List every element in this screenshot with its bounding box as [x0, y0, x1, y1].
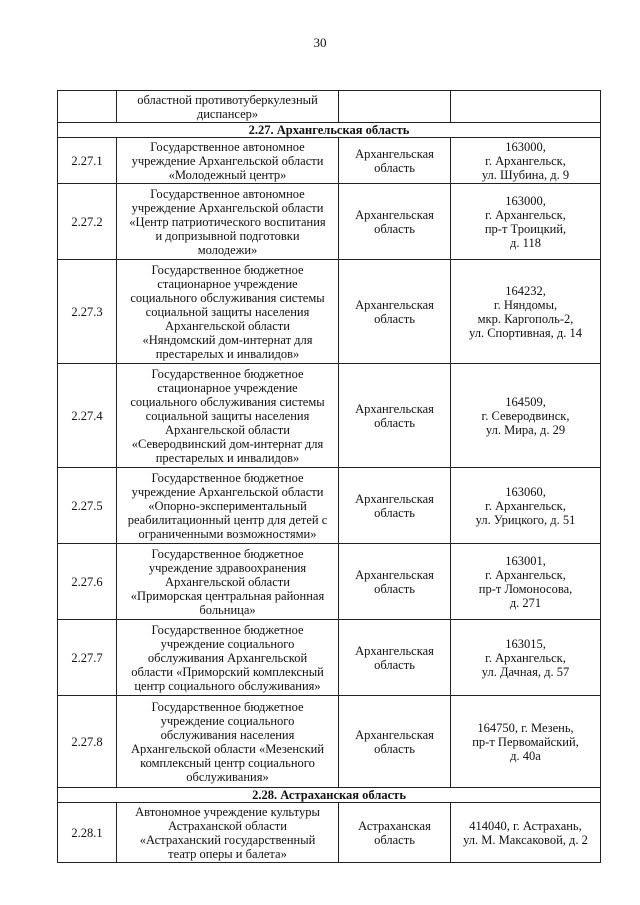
cell-address: 163000, г. Архангельск, пр-т Троицкий, д. 118: [451, 184, 601, 260]
cell-address: 163001, г. Архангельск, пр-т Ломоносова, д. 271: [451, 544, 601, 620]
cell-region: [339, 91, 451, 123]
cell-institution-name: Государственное бюджетное учреждение Архангельской области «Опорно-экспериментальный реабилитационный центр для детей с ограниченными возможностями»: [117, 468, 339, 544]
cell-region: Архангельская область: [339, 696, 451, 788]
table-row: [58, 184, 601, 260]
table-row: [58, 696, 601, 788]
cell-institution-name: Автономное учреждение культуры Астраханской области «Астраханский государственный театр оперы и балета»: [117, 803, 339, 863]
page-number: 30: [313, 35, 327, 50]
cell-number: 2.27.8: [58, 696, 117, 788]
cell-institution-name: областной противотуберкулезный диспансер»: [117, 91, 339, 123]
cell-number: 2.28.1: [58, 803, 117, 863]
cell-address: 164232, г. Няндомы, мкр. Каргополь-2, ул. Спортивная, д. 14: [451, 260, 601, 364]
cell-institution-name: Государственное автономное учреждение Архангельской области «Молодежный центр»: [117, 138, 339, 184]
cell-number: 2.27.1: [58, 138, 117, 184]
cell-institution-name: Государственное бюджетное учреждение социального обслуживания населения Архангельской области «Мезенский комплексный центр социального обслуживания»: [117, 696, 339, 788]
cell-region: Архангельская область: [339, 364, 451, 468]
cell-number: 2.27.4: [58, 364, 117, 468]
cell-region: Архангельская область: [339, 468, 451, 544]
cell-address: [451, 91, 601, 123]
cell-region: Архангельская область: [339, 260, 451, 364]
cell-institution-name: Государственное бюджетное учреждение социального обслуживания Архангельской области «Приморский комплексный центр социального обслуживания»: [117, 620, 339, 696]
cell-region: Архангельская область: [339, 138, 451, 184]
table-row: [58, 468, 601, 544]
cell-region: Архангельская область: [339, 544, 451, 620]
table-row: [58, 803, 601, 863]
cell-region: Астраханская область: [339, 803, 451, 863]
cell-number: 2.27.2: [58, 184, 117, 260]
cell-region: Архангельская область: [339, 184, 451, 260]
table-row: [58, 138, 601, 184]
institutions-table: [57, 90, 601, 863]
table-row-continuation: [58, 91, 601, 123]
table-row: [58, 620, 601, 696]
cell-institution-name: Государственное бюджетное учреждение здравоохранения Архангельской области «Приморская центральная районная больница»: [117, 544, 339, 620]
cell-institution-name: Государственное автономное учреждение Архангельской области «Центр патриотического воспитания и допризывной подготовки молодежи»: [117, 184, 339, 260]
table-row: [58, 544, 601, 620]
cell-address: 414040, г. Астрахань, ул. М. Максаковой, д. 2: [451, 803, 601, 863]
table-row: [58, 260, 601, 364]
section-title: 2.27. Архангельская область: [58, 123, 601, 138]
cell-address: 164509, г. Северодвинск, ул. Мира, д. 29: [451, 364, 601, 468]
cell-number: 2.27.7: [58, 620, 117, 696]
section-header-row: [58, 123, 601, 138]
cell-institution-name: Государственное бюджетное стационарное учреждение социального обслуживания системы социальной защиты населения Архангельской области «Северодвинский дом-интернат для престарелых и инвалидов»: [117, 364, 339, 468]
table-row: [58, 364, 601, 468]
cell-address: 163060, г. Архангельск, ул. Урицкого, д. 51: [451, 468, 601, 544]
cell-number: [58, 91, 117, 123]
cell-institution-name: Государственное бюджетное стационарное учреждение социального обслуживания системы социальной защиты населения Архангельской области «Няндомский дом-интернат для престарелых и инвалидов»: [117, 260, 339, 364]
cell-number: 2.27.3: [58, 260, 117, 364]
cell-number: 2.27.5: [58, 468, 117, 544]
section-title: 2.28. Астраханская область: [58, 788, 601, 803]
cell-region: Архангельская область: [339, 620, 451, 696]
cell-address: 163015, г. Архангельск, ул. Дачная, д. 57: [451, 620, 601, 696]
cell-address: 163000, г. Архангельск, ул. Шубина, д. 9: [451, 138, 601, 184]
cell-address: 164750, г. Мезень, пр-т Первомайский, д. 40а: [451, 696, 601, 788]
section-header-row: [58, 788, 601, 803]
cell-number: 2.27.6: [58, 544, 117, 620]
